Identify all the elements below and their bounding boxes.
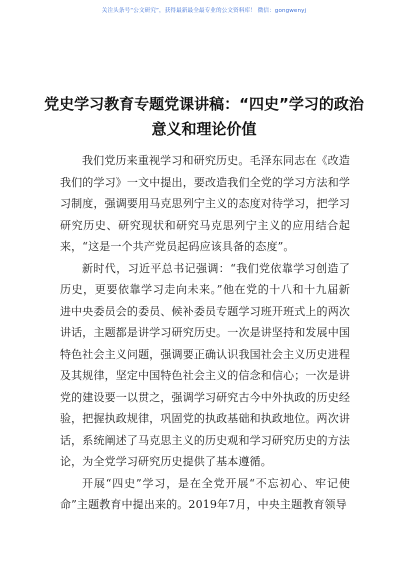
paragraph-2: 新时代，习近平总书记强调：“我们党依靠学习创造了历史，更要依靠学习走向未来。”他在党的十八和十九届新进中央委员会的委员、候补委员专题学习班开班式上的两次讲话，主题都是讲学习研究历史。一次是讲坚持和发展中国特色社会主义问题，强调要正确认识我国社会主义历史进程及其规律，坚定中国特色社会主义的信念和信心；一次是讲党的建设要一以贯之，强调学习研究古今中外执政的历史经验，把握执政规律，巩固党的执政基础和执政地位。两次讲话，系统阐述了马克思主义的历史观和学习研究历史的方法论，为全党学习研究历史提供了基本遵循。 <box>60 261 350 468</box>
document-body <box>60 150 350 516</box>
document-title: 党史学习教育专题党课讲稿：“四史”学习的政治意义和理论价值 <box>44 95 364 138</box>
paragraph-3: 开展“四史”学习，是在全党开展“不忘初心、牢记使命”主题教育中提出来的。2019年7月，中央主题教育领导 <box>60 476 350 511</box>
top-banner[interactable]: 关注头条号“公文研究”，获得最新最全最专业的公文资料库！ 微信：gongwenyj <box>101 8 307 14</box>
paragraph-1: 我们党历来重视学习和研究历史。毛泽东同志在《改造我们的学习》一文中提出，要改造我们全党的学习方法和学习制度，强调要用马克思列宁主义的态度对待学习，把学习研究历史、研究现状和研究马克思列宁主义的应用结合起来，“这是一个共产党员起码应该具备的态度”。 <box>60 154 350 253</box>
